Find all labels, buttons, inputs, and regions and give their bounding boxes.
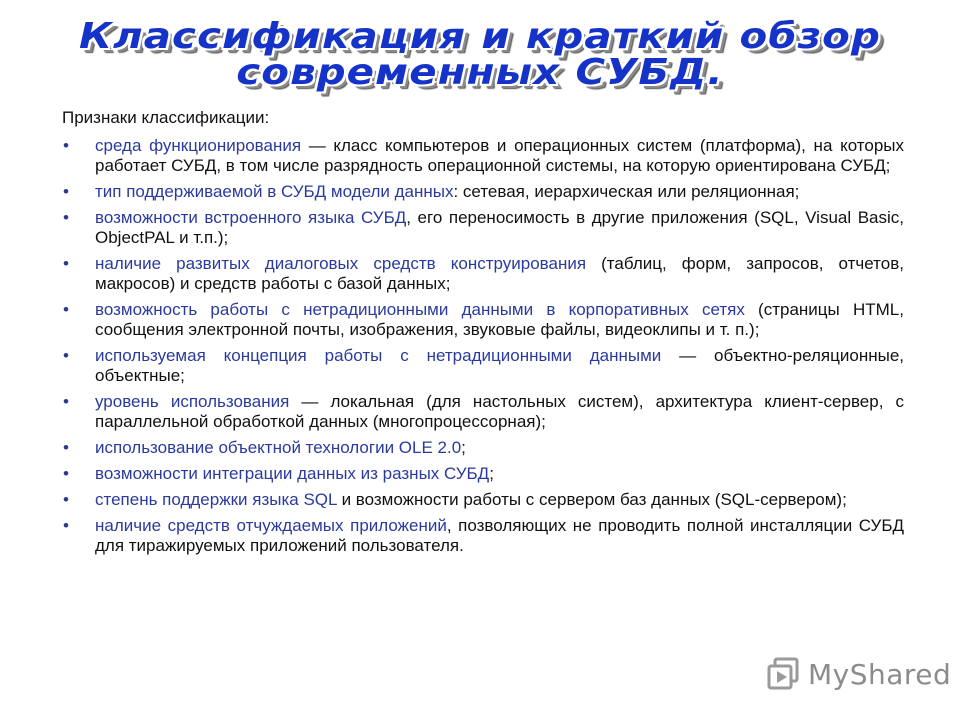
criterion-name: тип поддерживаемой в СУБД модели данных [95, 182, 454, 201]
list-item [62, 464, 904, 484]
criterion-description: — класс компьютеров и операционных систем (платформа), на которых работает СУБД, в том числе разрядность операционной системы, на которую ориентирована СУБД; [95, 136, 904, 175]
criterion-name: наличие развитых диалоговых средств конструирования [95, 254, 587, 273]
criterion-description: — объектно-реляционные, объектные; [95, 346, 904, 385]
list-item [62, 208, 904, 248]
myshared-watermark [766, 656, 951, 692]
criterion-name: возможности интеграции данных из разных СУБД [95, 464, 490, 483]
bullet-icon: • [63, 182, 69, 201]
criterion-description: ; [461, 438, 466, 457]
slide-content [62, 108, 904, 562]
bullet-icon: • [63, 254, 69, 273]
bullet-icon: • [63, 464, 69, 483]
criterion-description: , его переносимость в другие приложения (SQL, Visual Basic, ObjectPAL и т.п.); [95, 208, 904, 247]
bullet-icon: • [63, 136, 69, 155]
criterion-description: (таблиц, форм, запросов, отчетов, макросов) и средств работы с базой данных; [95, 254, 904, 293]
criterion-name: используемая концепция работы с нетрадиционными данными [95, 346, 662, 365]
list-item [62, 182, 904, 202]
criterion-description: , позволяющих не проводить полной инсталляции СУБД для тиражируемых приложений пользователя. [95, 516, 904, 555]
list-item [62, 392, 904, 432]
criterion-name: степень поддержки языка SQL [95, 490, 337, 509]
bullet-icon: • [63, 392, 69, 411]
list-item [62, 438, 904, 458]
criterion-description: и возможности работы с сервером баз данных (SQL-сервером); [336, 490, 847, 509]
list-item [62, 490, 904, 510]
criterion-name: наличие средств отчуждаемых приложений [95, 516, 447, 535]
criterion-description: : сетевая, иерархическая или реляционная; [453, 182, 800, 201]
bullet-icon: • [63, 438, 69, 457]
slide-title-line-2: современных СУБД. [236, 52, 724, 93]
classification-list [62, 136, 904, 556]
bullet-icon: • [63, 208, 69, 227]
criterion-name: возможности встроенного языка СУБД [95, 208, 407, 227]
bullet-icon: • [63, 516, 69, 535]
list-item [62, 346, 904, 386]
criterion-name: среда функционирования [95, 136, 302, 155]
criterion-name: возможность работы с нетрадиционными данными в корпоративных сетях [95, 300, 745, 319]
criterion-name: уровень использования [95, 392, 290, 411]
bullet-icon: • [63, 490, 69, 509]
classification-heading: Признаки классификации: [62, 108, 270, 127]
slide-title-line-1: Классификация и краткий обзор [79, 16, 881, 57]
bullet-icon: • [63, 346, 69, 365]
bullet-icon: • [63, 300, 69, 319]
list-item [62, 254, 904, 294]
watermark-text: MyShared [808, 657, 952, 691]
criterion-description: — локальная (для настольных систем), архитектура клиент-сервер, с параллельной обработкой данных (многопроцессорная); [95, 392, 904, 431]
list-item [62, 516, 904, 556]
list-item [62, 136, 904, 176]
myshared-logo-icon [766, 657, 800, 691]
criterion-description: ; [489, 464, 494, 483]
criterion-name: использование объектной технологии OLE 2.0 [95, 438, 462, 457]
list-item [62, 300, 904, 340]
criterion-description: (страницы HTML, сообщения электронной почты, изображения, звуковые файлы, видеоклипы и т. п.); [95, 300, 904, 339]
